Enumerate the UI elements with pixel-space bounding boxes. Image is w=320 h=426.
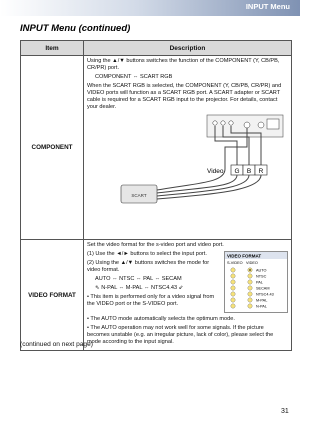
radio-icon[interactable] (248, 274, 252, 278)
radio-icon[interactable] (231, 292, 235, 296)
video-format-menu-image (224, 251, 288, 316)
description-component (84, 56, 292, 240)
video-port-icon (244, 122, 250, 128)
video-format-wrap (87, 242, 288, 346)
section-title: INPUT Menu (continued) (20, 23, 131, 34)
menu-col-svideo: S-VIDEO (227, 261, 243, 265)
menu-option: PAL (256, 280, 263, 285)
vf-text-5: ⇖ N-PAL ⇔ M-PAL ⇔ NTSC4.43 ⇙ (95, 285, 184, 291)
component-text-3: When the SCART RGB is selected, the COMPONENT (Y, CB/PB, CR/PR) and VIDEO ports will function as a SCART RGB port. A SCART adapter or SCART cable is required for a SCART RGB input to the projector. For details, contact your dealer. (87, 83, 282, 110)
radio-icon[interactable] (231, 286, 235, 290)
radio-icon[interactable] (231, 298, 235, 302)
menu-option: NTSC (256, 274, 267, 279)
item-component: COMPONENT (21, 56, 84, 240)
menu-option: N-PAL (256, 304, 267, 309)
scart-connection-diagram (87, 113, 288, 209)
radio-icon[interactable] (231, 304, 235, 308)
item-video-format: VIDEO FORMAT (21, 240, 84, 351)
vf-text-6: • This item is performed only for a video signal from the VIDEO port or the S-VIDEO port. (87, 294, 215, 307)
component-text-1: Using the ▲/▼ buttons switches the function of the COMPONENT (Y, CB/PB, CR/PR) port. (87, 58, 280, 71)
video-format-menu-svg (224, 251, 288, 313)
radio-icon[interactable] (248, 286, 252, 290)
vf-text-1: Set the video format for the s-video port and video port. (87, 242, 224, 248)
plug-label-g: G (234, 168, 240, 175)
port-icon (221, 121, 225, 125)
vf-body (87, 251, 288, 316)
column-header-item: Item (21, 41, 84, 56)
table-header-row (21, 41, 292, 56)
vf-text-7: • The AUTO mode automatically selects the optimum mode. (87, 316, 235, 322)
vf-text-3: (2) Using the ▲/▼ buttons switches the mode for video format. (87, 260, 210, 273)
column-header-description: Description (84, 41, 292, 56)
radio-icon[interactable] (231, 274, 235, 278)
connection-diagram-svg (87, 113, 287, 209)
component-text-2: COMPONENT ⇔ SCART RGB (95, 74, 173, 80)
menu-table (20, 40, 292, 351)
vf-text-4: AUTO ⇔ NTSC ⇔ PAL ⇔ SECAM (95, 276, 182, 282)
scart-label: SCART (131, 193, 147, 198)
radio-icon[interactable] (231, 268, 235, 272)
page-number: 31 (281, 408, 289, 415)
vf-text-8: • The AUTO operation may not work well for some signals. If the picture becomes unstable (e.g. an irregular picture, lack of color), please select the mode according to the input signal. (87, 325, 274, 345)
radio-icon[interactable] (248, 280, 252, 284)
menu-col-video: VIDEO (246, 261, 258, 265)
port-icon (229, 121, 233, 125)
radio-icon[interactable] (248, 292, 252, 296)
footer-note: (continued on next page) (20, 341, 93, 348)
svideo-port-icon (258, 122, 264, 128)
port-icon (213, 121, 217, 125)
menu-title: VIDEO FORMAT (227, 253, 262, 259)
radio-icon[interactable] (231, 280, 235, 284)
cable-to-scart (157, 175, 249, 196)
vf-text-2: (1) Use the ◄/► buttons to select the input port. (87, 251, 207, 257)
vf-text-col (87, 251, 221, 316)
radio-icon[interactable] (248, 304, 252, 308)
menu-option: NTSC4.43 (256, 292, 274, 297)
table-row-video-format (21, 240, 292, 351)
radio-icon[interactable] (248, 298, 252, 302)
menu-option: AUTO (256, 268, 267, 273)
plug-label-r: R (258, 168, 264, 175)
radio-selected-dot (249, 269, 251, 271)
rgb-port-icon (267, 119, 279, 129)
menu-option: M-PAL (256, 298, 268, 303)
header-title: INPUT Menu (245, 2, 290, 11)
header-bar (0, 0, 300, 16)
menu-option: SECAM (256, 286, 270, 291)
video-label: Video (207, 168, 224, 175)
description-video-format (84, 240, 292, 351)
table-row-component (21, 56, 292, 240)
plug-label-b: B (246, 168, 252, 175)
